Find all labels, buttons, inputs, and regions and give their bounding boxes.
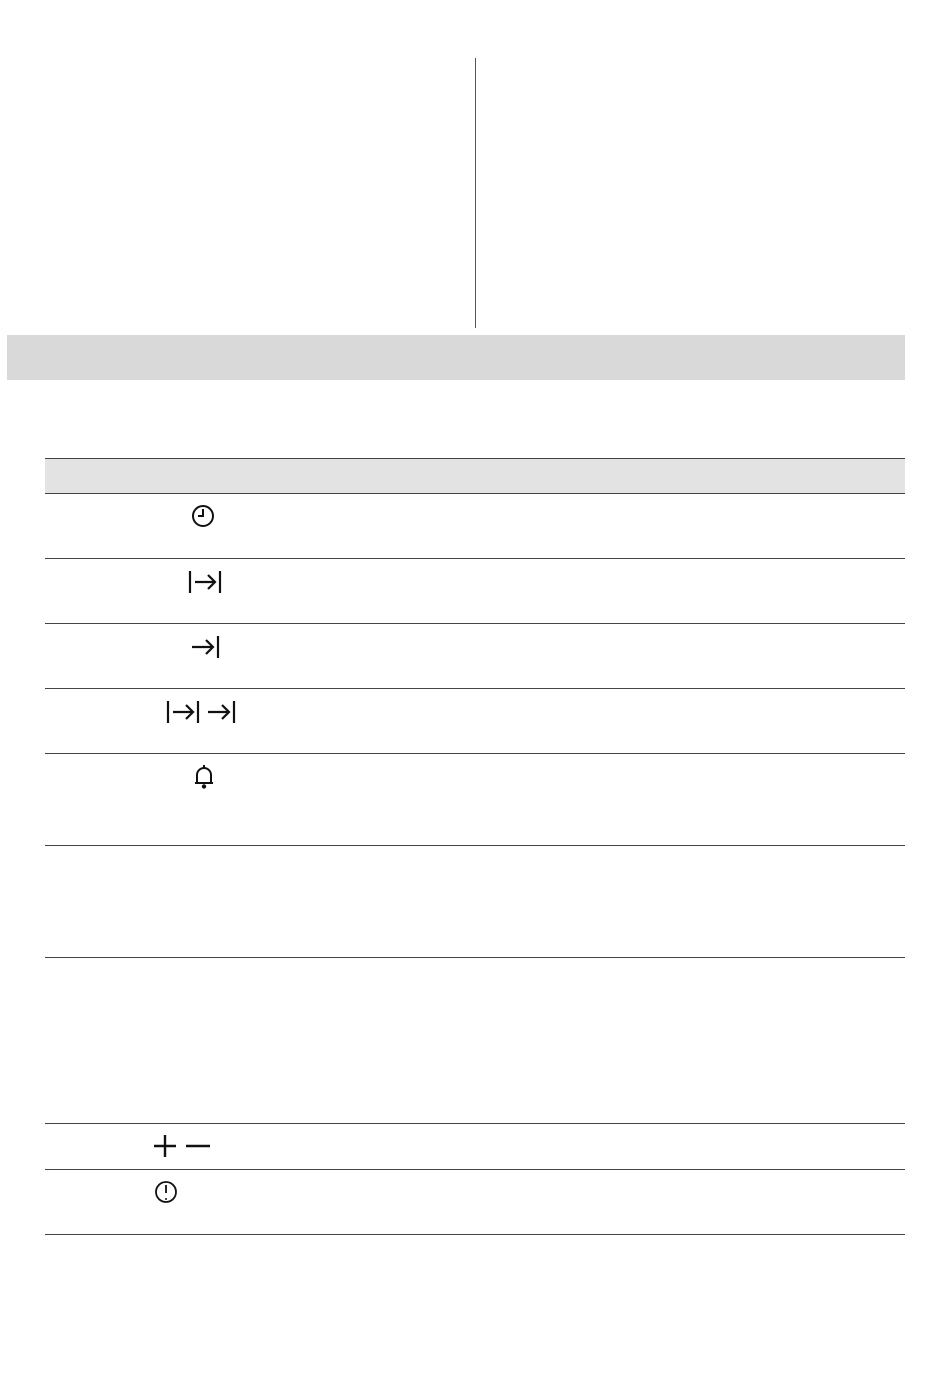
table-row [45, 559, 905, 624]
symbol-cell [190, 634, 220, 660]
column-divider [475, 58, 476, 328]
table-header [45, 458, 905, 494]
end-time-icon [206, 699, 236, 725]
table-row [45, 494, 905, 559]
section-heading-band [7, 335, 905, 380]
plus-icon [153, 1134, 177, 1158]
duration-icon [188, 569, 222, 595]
symbol-cell [166, 699, 236, 725]
table-row [45, 1170, 905, 1235]
symbol-cell [193, 764, 215, 790]
bell-icon [193, 764, 215, 790]
symbol-cell [188, 569, 222, 595]
table-row [45, 1124, 905, 1170]
timer-icon [154, 1180, 178, 1204]
symbol-cell [191, 504, 215, 528]
display-symbols-table [45, 458, 905, 1235]
clock-icon [191, 504, 215, 528]
duration-icon [166, 699, 200, 725]
end-time-icon [190, 634, 220, 660]
table-row [45, 624, 905, 689]
table-row [45, 958, 905, 1124]
minus-icon [185, 1134, 211, 1158]
table-row [45, 689, 905, 754]
table-row [45, 846, 905, 958]
symbol-cell [154, 1180, 178, 1204]
table-row [45, 754, 905, 846]
symbol-cell [153, 1134, 211, 1158]
